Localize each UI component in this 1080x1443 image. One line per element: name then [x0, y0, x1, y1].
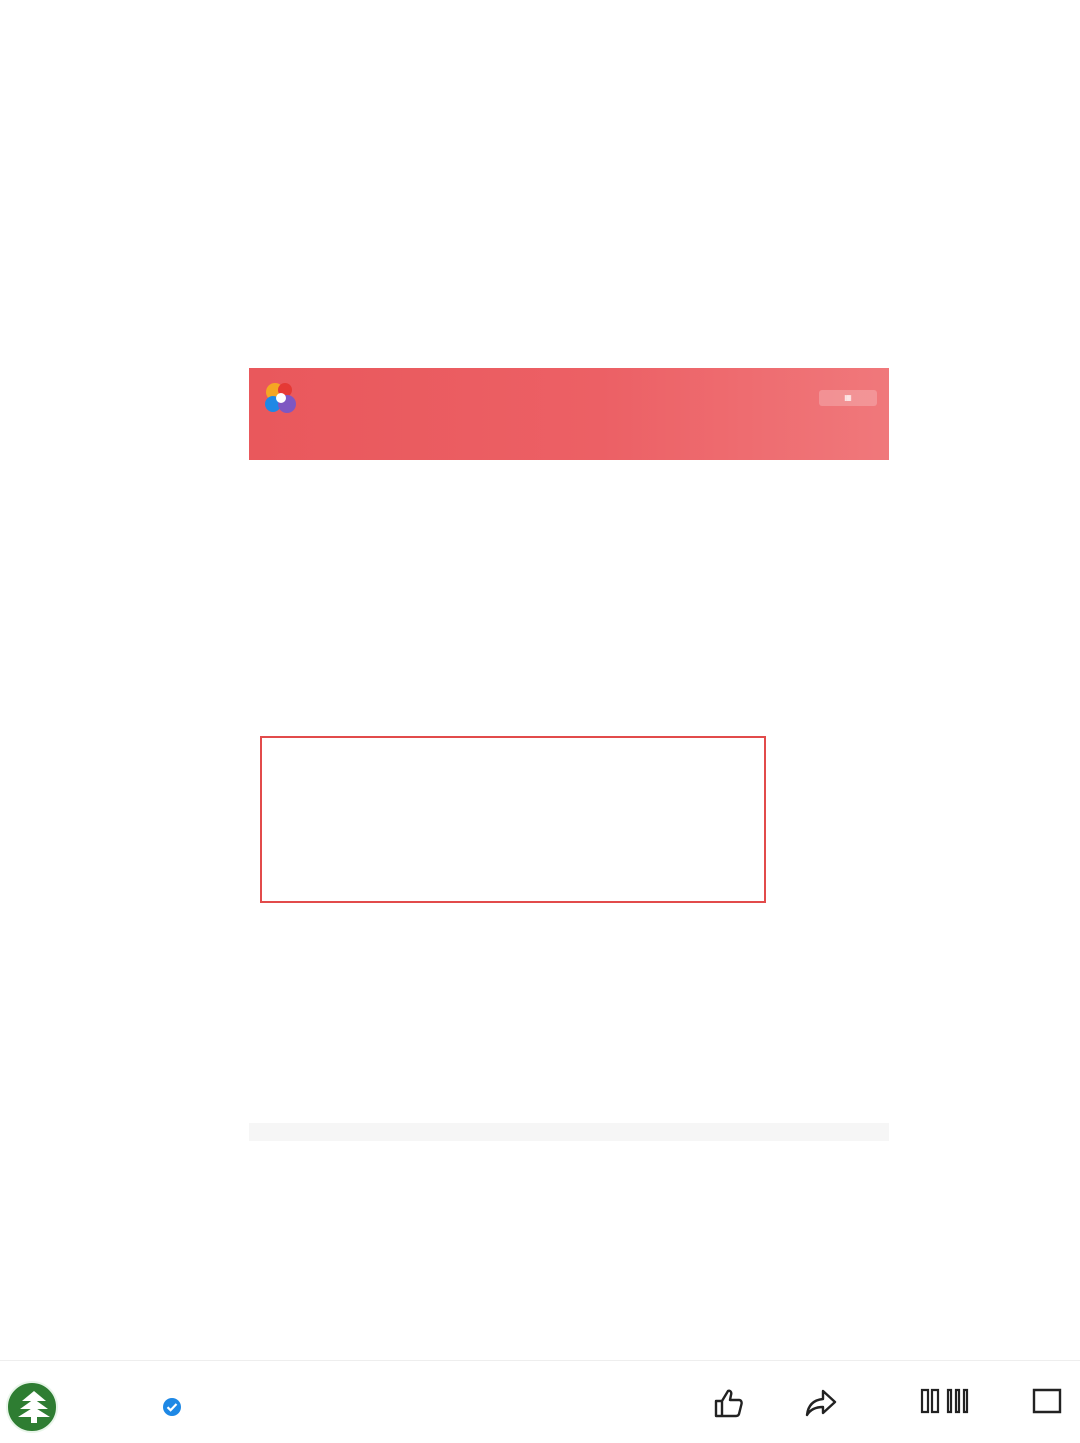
league-header — [249, 368, 889, 460]
comment-icon — [918, 1386, 978, 1420]
highlight-box — [260, 736, 766, 903]
post-footer — [0, 1360, 1080, 1443]
screenshot-bottom-edge — [249, 1123, 889, 1141]
share-icon — [804, 1386, 838, 1420]
thumbs-up-icon — [712, 1386, 746, 1420]
bookmark-icon — [1030, 1386, 1070, 1420]
more-events-button[interactable] — [819, 390, 877, 406]
avatar[interactable] — [6, 1381, 58, 1433]
league-tabs — [249, 436, 889, 458]
standings-header — [249, 460, 889, 488]
verified-icon — [162, 1397, 182, 1417]
pagoda-icon — [8, 1383, 58, 1433]
league-logo-icon — [261, 378, 299, 418]
grid-icon: ▦ — [844, 393, 852, 402]
